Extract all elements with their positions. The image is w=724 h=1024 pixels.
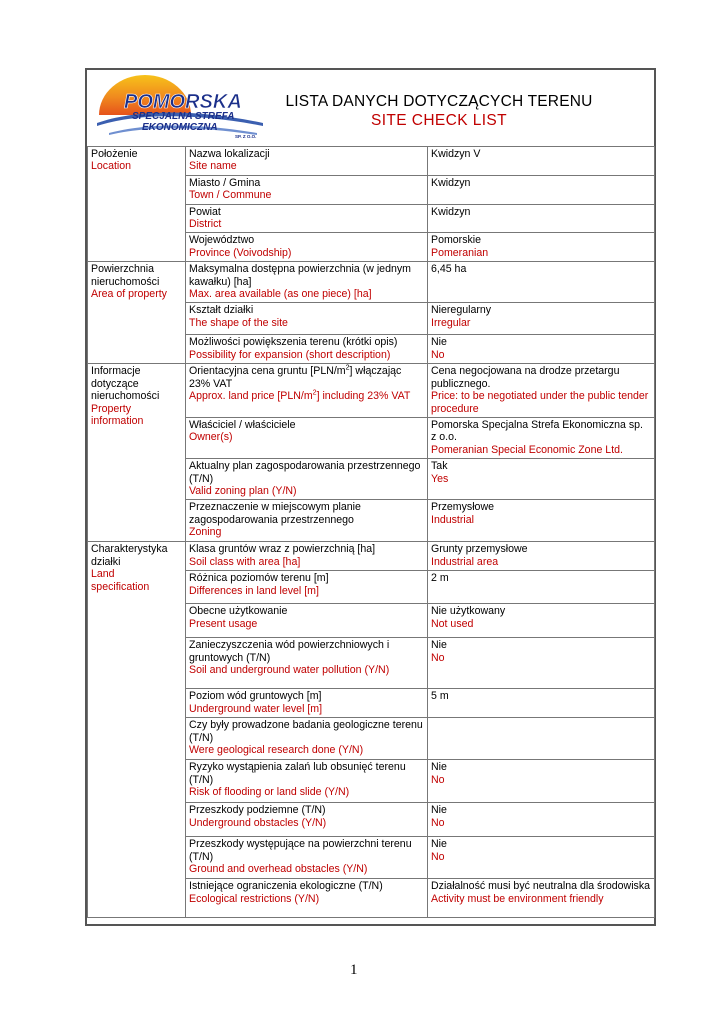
title-polish: LISTA DANYCH DOTYCZĄCYCH TERENU [285,93,593,110]
answer-pl: 5 m [431,690,449,703]
logo-text-specjalna-strefa: SPECJALNA STREFA [132,111,235,122]
answer-pl: 6,45 ha [431,263,467,276]
answer-pl: Nie [431,761,447,774]
answer-cell [428,604,655,638]
answer-pl: Nie użytkowany [431,605,506,618]
question-en: Differences in land level [m] [189,584,319,597]
question-en: Possibility for expansion (short description) [189,348,391,361]
answer-cell [428,417,655,458]
answer-cell [428,459,655,500]
answer-cell [428,760,655,803]
table-row [88,262,655,303]
question-en: Site name [189,160,237,173]
question-cell [186,147,428,176]
question-en: Ground and overhead obstacles (Y/N) [189,862,368,875]
section-label-pl: Powierzchnia [91,263,155,276]
question-cell [186,638,428,689]
question-cell [186,233,428,262]
question-pl: Kształt działki [189,304,254,317]
answer-cell [428,542,655,571]
question-en: The shape of the site [189,316,288,329]
answer-pl: Nie [431,639,447,652]
section-label-cell [88,262,186,364]
answer-cell [428,364,655,418]
question-pl: Aktualny plan zagospodarowania przestrzennego (T/N) [189,460,421,485]
question-cell [186,760,428,803]
answer-pl: Nie [431,336,447,349]
answer-en: Yes [431,472,449,485]
section-label-cell [88,147,186,262]
question-en: Owner(s) [189,431,233,444]
question-pl: Klasa gruntów wraz z powierzchnią [ha] [189,543,376,556]
answer-cell [428,879,655,918]
answer-cell [428,638,655,689]
answer-cell [428,175,655,204]
answer-cell [428,335,655,364]
question-pl: Ryzyko wystąpienia zalań lub obsunięć terenu (T/N) [189,761,406,786]
answer-pl: Cena negocjowana na drodze przetargu publicznego. [431,365,620,390]
section-label-pl: dotyczące [91,377,139,390]
question-pl: Orientacyjna cena gruntu $[PLN/m^2]$ włączając 23% VAT [189,364,402,390]
question-cell [186,417,428,458]
answer-cell [428,718,655,760]
question-pl: Przeznaczenie w miejscowym planie zagospodarowania przestrzennego [189,501,361,526]
section-label-cell [88,542,186,918]
question-pl: Powiat [189,205,221,218]
answer-cell [428,303,655,335]
answer-en: Price: to be negotiated under the public tender procedure [431,390,649,415]
answer-pl: Pomorska Specjalna Strefa Ekonomiczna sp. z o.o. [431,418,643,444]
section-label-cell [88,364,186,542]
question-cell [186,459,428,500]
logo-text-spzoo: SP. Z O.O. [235,134,257,139]
answer-pl: Nieregularny [431,304,492,317]
question-pl: Możliwości powiększenia terenu (krótki opis) [189,336,398,349]
question-pl: Obecne użytkowanie [189,605,288,618]
question-cell [186,803,428,837]
answer-en: No [431,651,445,664]
question-pl: Poziom wód gruntowych [m] [189,690,322,703]
question-pl: Różnica poziomów terenu [m] [189,572,329,585]
answer-en: No [431,348,445,361]
section-label-en: Area of property [91,288,167,301]
question-cell [186,837,428,879]
section-label-pl: Charakterystyka [91,543,168,556]
answer-pl: Przemysłowe [431,501,494,514]
document-header [87,70,654,146]
question-en: Risk of flooding or land slide (Y/N) [189,785,350,798]
question-pl: Maksymalna dostępna powierzchnia (w jednym kawałku) [ha] [189,263,411,288]
question-en: Underground obstacles (Y/N) [189,816,327,829]
section-label-pl: nieruchomości [91,275,160,288]
answer-cell [428,262,655,303]
answer-cell [428,500,655,542]
answer-en: Pomeranian Special Economic Zone Ltd. [431,443,623,456]
question-en: Present usage [189,617,258,630]
answer-pl: Kwidzyn [431,205,471,218]
question-en: Underground water level [m] [189,702,323,715]
pomorska-sse-logo [87,75,265,143]
answer-en: Activity must be environment friendly [431,892,604,905]
answer-pl: Kwidzyn [431,176,471,189]
question-cell [186,571,428,604]
question-en: Max. area available (as one piece) [ha] [189,288,372,301]
table-row [88,364,655,418]
question-cell [186,542,428,571]
question-pl: Czy były prowadzone badania geologiczne terenu (T/N) [189,719,423,744]
answer-pl: Nie [431,838,447,851]
question-cell [186,175,428,204]
answer-en: No [431,773,445,786]
section-label-en: Location [91,160,132,173]
answer-en: No [431,816,445,829]
question-pl: Przeszkody podziemne (T/N) [189,804,326,817]
answer-pl: Grunty przemysłowe [431,543,528,556]
section-label-en: specification [91,580,150,593]
section-label-pl: nieruchomości [91,390,160,403]
question-pl: Właściciel / właściciele [189,418,296,431]
answer-cell [428,571,655,604]
answer-en: Industrial area [431,555,499,568]
section-label-pl: działki [91,555,121,568]
question-en: Soil class with area [ha] [189,555,301,568]
page-number: 1 [350,962,358,978]
question-cell [186,879,428,918]
question-cell [186,303,428,335]
answer-pl: Działalność musi być neutralna dla środowiska [431,880,651,893]
question-cell [186,689,428,718]
section-label-pl: Położenie [91,148,138,160]
table-row [88,147,655,176]
question-pl: Przeszkody występujące na powierzchni terenu (T/N) [189,838,412,863]
answer-en: Pomeranian [431,246,489,259]
answer-cell [428,204,655,233]
answer-pl: Nie [431,804,447,817]
question-cell [186,500,428,542]
answer-cell [428,689,655,718]
section-label-en: Land [91,568,115,581]
answer-cell [428,147,655,176]
question-cell [186,364,428,418]
table-row [88,542,655,571]
question-en: Ecological restrictions (Y/N) [189,892,320,905]
question-en: Zoning [189,526,222,539]
answer-en: Industrial [431,513,474,526]
question-en: Town / Commune [189,189,272,202]
question-cell [186,204,428,233]
title-english: SITE CHECK LIST [370,112,508,129]
question-cell [186,604,428,638]
logo-text-ekonomiczna: EKONOMICZNA [142,122,218,133]
question-en: Were geological research done (Y/N) [189,743,364,756]
section-label-en: information [91,414,144,427]
answer-en: No [431,850,445,863]
answer-pl: Pomorskie [431,234,482,247]
answer-cell [428,837,655,879]
answer-pl: Kwidzyn V [431,148,481,160]
question-pl: Województwo [189,234,255,247]
logo-text-pomorska: POMORSKA [124,91,242,113]
question-pl: Miasto / Gmina [189,176,261,189]
question-cell [186,335,428,364]
question-pl: Zanieczyszczenia wód powierzchniowych i gruntowych (T/N) [189,639,390,664]
answer-en: Not used [431,617,474,630]
answer-en: Irregular [431,316,471,329]
question-en: Valid zoning plan (Y/N) [189,484,297,497]
question-en: Approx. land price $[PLN/m^2]$ including 23% VAT [189,389,411,403]
question-pl: Nazwa lokalizacji [189,148,270,160]
question-cell [186,718,428,760]
answer-pl: Tak [431,460,448,473]
question-pl: Istniejące ograniczenia ekologiczne (T/N) [189,880,383,893]
answer-cell [428,803,655,837]
question-en: District [189,218,222,231]
section-label-en: Property [91,402,132,415]
question-cell [186,262,428,303]
section-label-pl: Informacje [91,365,141,378]
answer-cell [428,233,655,262]
question-en: Soil and underground water pollution (Y/N) [189,663,390,676]
question-en: Province (Voivodship) [189,246,292,259]
site-check-table [87,146,655,918]
answer-pl: 2 m [431,572,449,585]
